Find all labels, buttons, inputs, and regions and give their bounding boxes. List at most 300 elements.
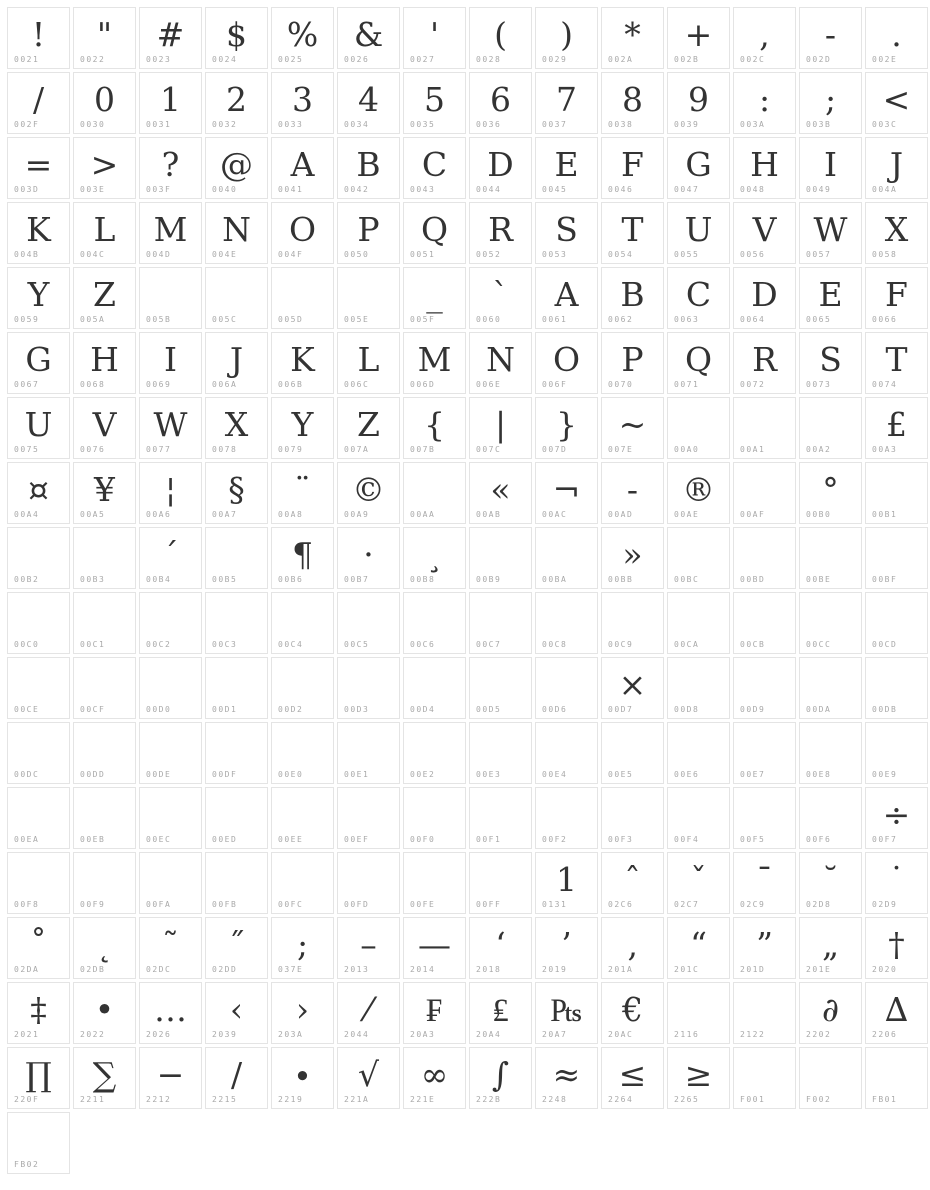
glyph-cell[interactable] <box>469 397 532 459</box>
glyph-cell[interactable] <box>601 267 664 329</box>
glyph-cell[interactable] <box>73 527 136 589</box>
glyph-cell[interactable] <box>799 72 862 134</box>
glyph: ‹ <box>229 990 244 1029</box>
glyph <box>272 596 333 640</box>
glyph: ∂ <box>821 990 840 1029</box>
glyph-cell[interactable] <box>337 397 400 459</box>
glyph-cell[interactable] <box>403 332 466 394</box>
glyph-cell[interactable] <box>601 332 664 394</box>
glyph-cell[interactable] <box>535 1047 598 1109</box>
glyph-cell[interactable] <box>139 332 202 394</box>
glyph-cell[interactable] <box>337 72 400 134</box>
glyph-cell[interactable] <box>535 527 598 589</box>
glyph-cell[interactable] <box>865 397 928 459</box>
glyph-cell[interactable] <box>337 1047 400 1109</box>
glyph-cell[interactable] <box>73 462 136 524</box>
code-label: 007D <box>542 445 568 454</box>
glyph-cell[interactable] <box>865 267 928 329</box>
glyph-cell[interactable] <box>139 982 202 1044</box>
glyph-cell[interactable] <box>865 917 928 979</box>
glyph-cell[interactable] <box>601 462 664 524</box>
glyph-cell[interactable] <box>667 722 730 784</box>
glyph-cell[interactable] <box>271 267 334 329</box>
glyph <box>206 531 267 575</box>
glyph-cell[interactable] <box>7 722 70 784</box>
glyph-cell[interactable] <box>535 267 598 329</box>
glyph: 7 <box>556 80 577 119</box>
glyph-cell[interactable] <box>139 462 202 524</box>
glyph <box>668 531 729 575</box>
glyph-cell[interactable] <box>469 7 532 69</box>
glyph-cell[interactable] <box>403 397 466 459</box>
glyph-cell[interactable] <box>799 202 862 264</box>
glyph-cell[interactable] <box>865 7 928 69</box>
glyph <box>800 661 861 705</box>
glyph-cell[interactable] <box>7 72 70 134</box>
glyph-cell[interactable] <box>733 7 796 69</box>
glyph-cell[interactable] <box>469 1047 532 1109</box>
glyph-cell[interactable] <box>139 72 202 134</box>
glyph-cell[interactable] <box>667 267 730 329</box>
glyph <box>800 726 861 770</box>
glyph-cell[interactable] <box>535 72 598 134</box>
glyph-cell[interactable] <box>205 982 268 1044</box>
glyph-cell[interactable] <box>799 462 862 524</box>
glyph-cell[interactable] <box>73 1047 136 1109</box>
code-label: 220F <box>14 1095 40 1104</box>
glyph-cell[interactable] <box>139 787 202 849</box>
glyph-cell[interactable] <box>733 137 796 199</box>
code-label: 00B5 <box>212 575 238 584</box>
glyph-cell[interactable] <box>73 72 136 134</box>
glyph: - <box>626 470 639 509</box>
glyph-cell[interactable] <box>667 982 730 1044</box>
glyph-cell[interactable] <box>139 397 202 459</box>
glyph-cell[interactable] <box>799 397 862 459</box>
glyph-cell[interactable] <box>271 852 334 914</box>
glyph-cell[interactable] <box>271 787 334 849</box>
code-label: 00C8 <box>542 640 568 649</box>
glyph-cell[interactable] <box>667 657 730 719</box>
glyph-cell[interactable] <box>271 527 334 589</box>
glyph-cell[interactable] <box>601 7 664 69</box>
glyph-cell[interactable] <box>667 332 730 394</box>
glyph-cell[interactable] <box>337 592 400 654</box>
glyph-cell[interactable] <box>865 137 928 199</box>
glyph: ∏ <box>25 1055 52 1094</box>
glyph <box>536 596 597 640</box>
glyph-cell[interactable] <box>865 722 928 784</box>
glyph-cell[interactable] <box>733 982 796 1044</box>
glyph: ´ <box>162 535 179 574</box>
glyph-cell[interactable] <box>601 1047 664 1109</box>
glyph-cell[interactable] <box>337 917 400 979</box>
glyph-cell[interactable] <box>73 982 136 1044</box>
glyph-cell[interactable] <box>271 202 334 264</box>
glyph-cell[interactable] <box>205 592 268 654</box>
glyph-cell[interactable] <box>667 7 730 69</box>
glyph-cell[interactable] <box>205 722 268 784</box>
glyph-cell[interactable] <box>7 1047 70 1109</box>
glyph-cell[interactable] <box>7 462 70 524</box>
glyph-cell[interactable] <box>73 657 136 719</box>
glyph-cell[interactable] <box>601 722 664 784</box>
glyph-cell[interactable] <box>733 657 796 719</box>
glyph: Y <box>27 275 50 314</box>
glyph-cell[interactable] <box>601 852 664 914</box>
glyph-cell[interactable] <box>799 592 862 654</box>
glyph <box>8 1116 69 1160</box>
glyph-cell[interactable] <box>667 137 730 199</box>
glyph-cell[interactable] <box>205 852 268 914</box>
glyph-cell[interactable] <box>271 462 334 524</box>
glyph-cell[interactable] <box>733 722 796 784</box>
glyph-cell[interactable] <box>205 917 268 979</box>
glyph-cell[interactable] <box>403 202 466 264</box>
glyph-cell[interactable] <box>601 202 664 264</box>
glyph-cell[interactable] <box>271 592 334 654</box>
glyph-cell[interactable] <box>271 397 334 459</box>
glyph: B <box>356 145 381 184</box>
glyph-cell[interactable] <box>865 527 928 589</box>
glyph-cell[interactable] <box>469 982 532 1044</box>
glyph: N <box>222 210 251 249</box>
glyph-cell[interactable] <box>205 1047 268 1109</box>
code-label: 0022 <box>80 55 106 64</box>
glyph-cell[interactable] <box>667 397 730 459</box>
glyph-cell[interactable] <box>337 657 400 719</box>
glyph-cell[interactable] <box>271 1047 334 1109</box>
glyph-cell[interactable] <box>271 332 334 394</box>
glyph-cell[interactable] <box>271 982 334 1044</box>
glyph-cell[interactable] <box>667 527 730 589</box>
glyph-cell[interactable] <box>469 657 532 719</box>
glyph-cell[interactable] <box>403 852 466 914</box>
glyph-cell[interactable] <box>733 72 796 134</box>
glyph: ? <box>161 145 180 184</box>
glyph-cell[interactable] <box>205 527 268 589</box>
glyph-cell[interactable] <box>799 982 862 1044</box>
glyph-cell[interactable] <box>733 592 796 654</box>
glyph-cell[interactable] <box>205 332 268 394</box>
glyph-cell[interactable] <box>139 722 202 784</box>
glyph-cell[interactable] <box>73 917 136 979</box>
glyph-cell[interactable] <box>667 592 730 654</box>
glyph-cell[interactable] <box>139 592 202 654</box>
glyph-cell[interactable] <box>73 332 136 394</box>
glyph-cell[interactable] <box>535 917 598 979</box>
glyph-cell[interactable] <box>337 787 400 849</box>
glyph: 6 <box>490 80 511 119</box>
glyph-cell[interactable] <box>403 787 466 849</box>
code-label: 00EA <box>14 835 40 844</box>
glyph-cell[interactable] <box>271 917 334 979</box>
glyph <box>866 466 927 510</box>
glyph-cell[interactable] <box>403 137 466 199</box>
glyph-cell[interactable] <box>469 202 532 264</box>
glyph-cell[interactable] <box>337 267 400 329</box>
glyph-cell[interactable] <box>535 852 598 914</box>
glyph-cell[interactable] <box>799 267 862 329</box>
glyph-cell[interactable] <box>403 917 466 979</box>
glyph: ≈ <box>552 1055 581 1094</box>
glyph-cell[interactable] <box>733 852 796 914</box>
code-label: 0034 <box>344 120 370 129</box>
glyph-cell[interactable] <box>403 7 466 69</box>
glyph-cell[interactable] <box>865 787 928 849</box>
code-label: 00D8 <box>674 705 700 714</box>
glyph-cell[interactable] <box>139 657 202 719</box>
glyph: * <box>624 15 641 54</box>
glyph: < <box>882 80 911 119</box>
glyph-cell[interactable] <box>139 7 202 69</box>
glyph-cell[interactable] <box>667 72 730 134</box>
glyph-cell[interactable] <box>337 982 400 1044</box>
glyph-cell[interactable] <box>535 397 598 459</box>
glyph-cell[interactable] <box>271 722 334 784</box>
glyph-cell[interactable] <box>469 852 532 914</box>
glyph-cell[interactable] <box>205 7 268 69</box>
glyph-cell[interactable] <box>73 267 136 329</box>
code-label: 00B7 <box>344 575 370 584</box>
glyph: ’ <box>561 925 572 964</box>
glyph-cell[interactable] <box>733 332 796 394</box>
glyph-cell[interactable] <box>403 462 466 524</box>
glyph-cell[interactable] <box>535 332 598 394</box>
glyph-cell[interactable] <box>865 592 928 654</box>
glyph-cell[interactable] <box>205 462 268 524</box>
glyph <box>602 791 663 835</box>
glyph-cell[interactable] <box>205 137 268 199</box>
glyph-cell[interactable] <box>7 137 70 199</box>
glyph-cell[interactable] <box>139 1047 202 1109</box>
glyph-cell[interactable] <box>799 137 862 199</box>
glyph-cell[interactable] <box>733 397 796 459</box>
code-label: 2202 <box>806 1030 832 1039</box>
glyph-cell[interactable] <box>601 982 664 1044</box>
glyph: W <box>813 210 848 249</box>
glyph-cell[interactable] <box>535 787 598 849</box>
glyph-cell[interactable] <box>535 722 598 784</box>
glyph-cell[interactable] <box>73 7 136 69</box>
glyph-cell[interactable] <box>337 332 400 394</box>
code-label: 201E <box>806 965 832 974</box>
glyph-cell[interactable] <box>73 852 136 914</box>
glyph-cell[interactable] <box>205 657 268 719</box>
glyph: ¶ <box>292 535 313 574</box>
glyph-cell[interactable] <box>73 397 136 459</box>
glyph-cell[interactable] <box>733 202 796 264</box>
glyph-cell[interactable] <box>7 852 70 914</box>
code-label: 00CB <box>740 640 766 649</box>
glyph-cell[interactable] <box>337 7 400 69</box>
glyph-cell[interactable] <box>733 527 796 589</box>
glyph-cell[interactable] <box>865 202 928 264</box>
glyph: R <box>488 210 513 249</box>
glyph-cell[interactable] <box>535 592 598 654</box>
glyph-cell[interactable] <box>601 787 664 849</box>
glyph-cell[interactable] <box>403 72 466 134</box>
glyph-cell[interactable] <box>535 462 598 524</box>
glyph-cell[interactable] <box>469 917 532 979</box>
glyph-cell[interactable] <box>139 267 202 329</box>
glyph-cell[interactable] <box>7 592 70 654</box>
code-label: 00E4 <box>542 770 568 779</box>
glyph-cell[interactable] <box>403 657 466 719</box>
code-label: 00EF <box>344 835 370 844</box>
glyph-cell[interactable] <box>799 722 862 784</box>
glyph <box>140 791 201 835</box>
glyph-cell[interactable] <box>469 72 532 134</box>
glyph-cell[interactable] <box>667 917 730 979</box>
glyph-cell[interactable] <box>601 592 664 654</box>
glyph-cell[interactable] <box>7 917 70 979</box>
glyph-cell[interactable] <box>799 787 862 849</box>
glyph: Q <box>420 210 449 249</box>
code-label: 2265 <box>674 1095 700 1104</box>
glyph-cell[interactable] <box>667 1047 730 1109</box>
glyph-cell[interactable] <box>865 462 928 524</box>
glyph-cell[interactable] <box>337 527 400 589</box>
glyph-cell[interactable] <box>139 852 202 914</box>
glyph-cell[interactable] <box>535 657 598 719</box>
glyph-cell[interactable] <box>7 332 70 394</box>
glyph-cell[interactable] <box>733 267 796 329</box>
glyph-cell[interactable] <box>469 462 532 524</box>
code-label: 0029 <box>542 55 568 64</box>
glyph <box>140 726 201 770</box>
glyph-cell[interactable] <box>535 7 598 69</box>
glyph-cell[interactable] <box>403 527 466 589</box>
glyph-cell[interactable] <box>271 7 334 69</box>
glyph-cell[interactable] <box>601 527 664 589</box>
glyph-cell[interactable] <box>601 917 664 979</box>
glyph <box>536 791 597 835</box>
code-label: 00C5 <box>344 640 370 649</box>
glyph <box>470 856 531 900</box>
glyph-cell[interactable] <box>73 592 136 654</box>
glyph-cell[interactable] <box>535 982 598 1044</box>
glyph: T <box>885 340 908 379</box>
glyph-cell[interactable] <box>139 527 202 589</box>
glyph-cell[interactable] <box>7 657 70 719</box>
glyph-cell[interactable] <box>337 462 400 524</box>
glyph-cell[interactable] <box>733 787 796 849</box>
glyph-cell[interactable] <box>205 202 268 264</box>
glyph-cell[interactable] <box>865 1047 928 1109</box>
code-label: 00AF <box>740 510 766 519</box>
glyph-cell[interactable] <box>469 592 532 654</box>
glyph-cell[interactable] <box>205 787 268 849</box>
glyph-cell[interactable] <box>865 657 928 719</box>
glyph-cell[interactable] <box>7 267 70 329</box>
glyph-cell[interactable] <box>73 202 136 264</box>
glyph-cell[interactable] <box>139 917 202 979</box>
glyph-cell[interactable] <box>667 202 730 264</box>
glyph-cell[interactable] <box>799 1047 862 1109</box>
code-label: 004D <box>146 250 172 259</box>
glyph-cell[interactable] <box>7 787 70 849</box>
glyph-cell[interactable] <box>205 397 268 459</box>
glyph-cell[interactable] <box>205 72 268 134</box>
code-label: 00E2 <box>410 770 436 779</box>
glyph-cell[interactable] <box>535 202 598 264</box>
glyph-cell[interactable] <box>337 722 400 784</box>
glyph-cell[interactable] <box>7 527 70 589</box>
code-label: 2215 <box>212 1095 238 1104</box>
glyph-cell[interactable] <box>865 72 928 134</box>
glyph-cell[interactable] <box>337 202 400 264</box>
glyph-cell[interactable] <box>799 7 862 69</box>
glyph-cell[interactable] <box>469 137 532 199</box>
glyph-cell[interactable] <box>601 397 664 459</box>
glyph-cell[interactable] <box>403 592 466 654</box>
glyph-cell[interactable] <box>601 137 664 199</box>
glyph-cell[interactable] <box>7 202 70 264</box>
glyph-cell[interactable] <box>271 72 334 134</box>
code-label: 0072 <box>740 380 766 389</box>
glyph-cell[interactable] <box>799 527 862 589</box>
glyph-cell[interactable] <box>73 137 136 199</box>
glyph-cell[interactable] <box>73 722 136 784</box>
glyph-cell[interactable] <box>7 1112 70 1174</box>
glyph-cell[interactable] <box>271 137 334 199</box>
code-label: 2021 <box>14 1030 40 1039</box>
glyph-cell[interactable] <box>667 852 730 914</box>
glyph-cell[interactable] <box>469 267 532 329</box>
glyph-cell[interactable] <box>205 267 268 329</box>
glyph-cell[interactable] <box>271 657 334 719</box>
glyph-cell[interactable] <box>337 137 400 199</box>
glyph <box>800 401 861 445</box>
glyph-cell[interactable] <box>667 462 730 524</box>
glyph-cell[interactable] <box>865 982 928 1044</box>
glyph-cell[interactable] <box>469 332 532 394</box>
glyph-cell[interactable] <box>733 1047 796 1109</box>
glyph: : <box>758 80 771 119</box>
glyph-cell[interactable] <box>469 787 532 849</box>
glyph-cell[interactable] <box>73 787 136 849</box>
glyph-cell[interactable] <box>403 982 466 1044</box>
glyph-cell[interactable] <box>337 852 400 914</box>
glyph-cell[interactable] <box>7 982 70 1044</box>
glyph-cell[interactable] <box>799 917 862 979</box>
glyph-cell[interactable] <box>403 267 466 329</box>
glyph-cell[interactable] <box>403 722 466 784</box>
glyph-cell[interactable] <box>403 1047 466 1109</box>
glyph-cell[interactable] <box>469 722 532 784</box>
glyph-cell[interactable] <box>865 852 928 914</box>
glyph-cell[interactable] <box>7 397 70 459</box>
glyph-cell[interactable] <box>7 7 70 69</box>
glyph-cell[interactable] <box>799 852 862 914</box>
glyph: O <box>552 340 581 379</box>
glyph-cell[interactable] <box>865 332 928 394</box>
glyph <box>272 726 333 770</box>
glyph-cell[interactable] <box>667 787 730 849</box>
glyph-cell[interactable] <box>469 527 532 589</box>
glyph-cell[interactable] <box>535 137 598 199</box>
glyph-cell[interactable] <box>733 462 796 524</box>
glyph-cell[interactable] <box>139 137 202 199</box>
glyph-cell[interactable] <box>601 657 664 719</box>
glyph-cell[interactable] <box>139 202 202 264</box>
code-label: 00DE <box>146 770 172 779</box>
glyph-cell[interactable] <box>733 917 796 979</box>
glyph-cell[interactable] <box>601 72 664 134</box>
glyph-cell[interactable] <box>799 332 862 394</box>
glyph-cell[interactable] <box>799 657 862 719</box>
